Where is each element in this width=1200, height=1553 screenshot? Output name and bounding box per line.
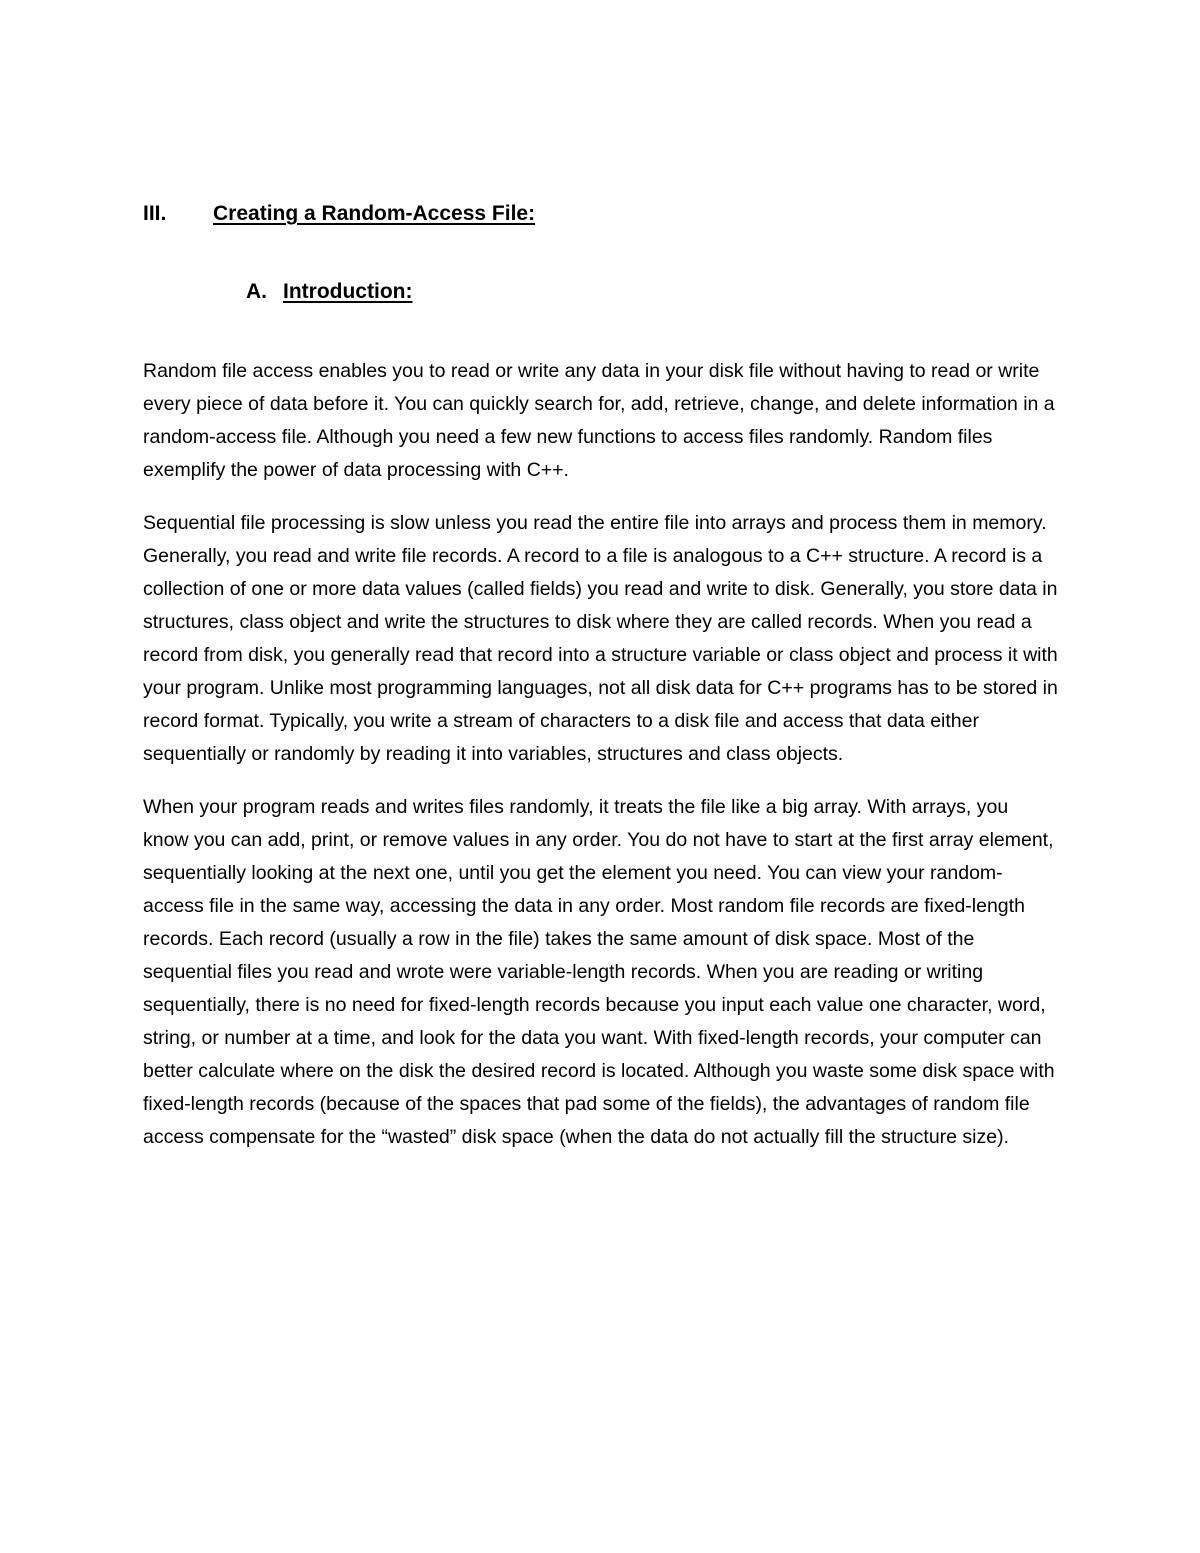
subsection-letter: A. xyxy=(246,280,267,303)
body-text xyxy=(143,355,1058,1174)
section-heading xyxy=(143,198,535,230)
subsection-heading xyxy=(246,276,412,308)
section-title: Creating a Random-Access File: xyxy=(213,202,536,225)
subsection-title: Introduction: xyxy=(283,280,413,303)
paragraph-3: When your program reads and writes files randomly, it treats the file like a big array. With arrays, you know you can add, print, or remove values in any order. You do not have to start at the first array element, sequentially looking at the next one, until you get the element you need. You can view your random-access file in the same way, accessing the data in any order. Most random file records are fixed-length records. Each record (usually a row in the file) takes the same amount of disk space. Most of the sequential files you read and wrote were variable-length records. When you are reading or writing sequentially, there is no need for fixed-length records because you input each value one character, word, string, or number at a time, and look for the data you want. With fixed-length records, your computer can better calculate where on the disk the desired record is located. Although you waste some disk space with fixed-length records (because of the spaces that pad some of the fields), the advantages of random file access compensate for the “wasted” disk space (when the data do not actually fill the structure size). xyxy=(143,796,1055,1148)
paragraph-2: Sequential file processing is slow unless you read the entire file into arrays and process them in memory. Generally, you read and write file records. A record to a file is analogous to a C++ structure. A record is a collection of one or more data values (called fields) you read and write to disk. Generally, you store data in structures, class object and write the structures to disk where they are called records. When you read a record from disk, you generally read that record into a structure variable or class object and process it with your program. Unlike most programming languages, not all disk data for C++ programs has to be stored in record format. Typically, you write a stream of characters to a disk file and access that data either sequentially or randomly by reading it into variables, structures and class objects. xyxy=(143,512,1058,765)
paragraph-1: Random file access enables you to read or write any data in your disk file without having to read or write every piece of data before it. You can quickly search for, add, retrieve, change, and delete information in a random-access file. Although you need a few new functions to access files randomly. Random files exemplify the power of data processing with C++. xyxy=(143,360,1055,481)
section-numeral: III. xyxy=(143,202,167,225)
